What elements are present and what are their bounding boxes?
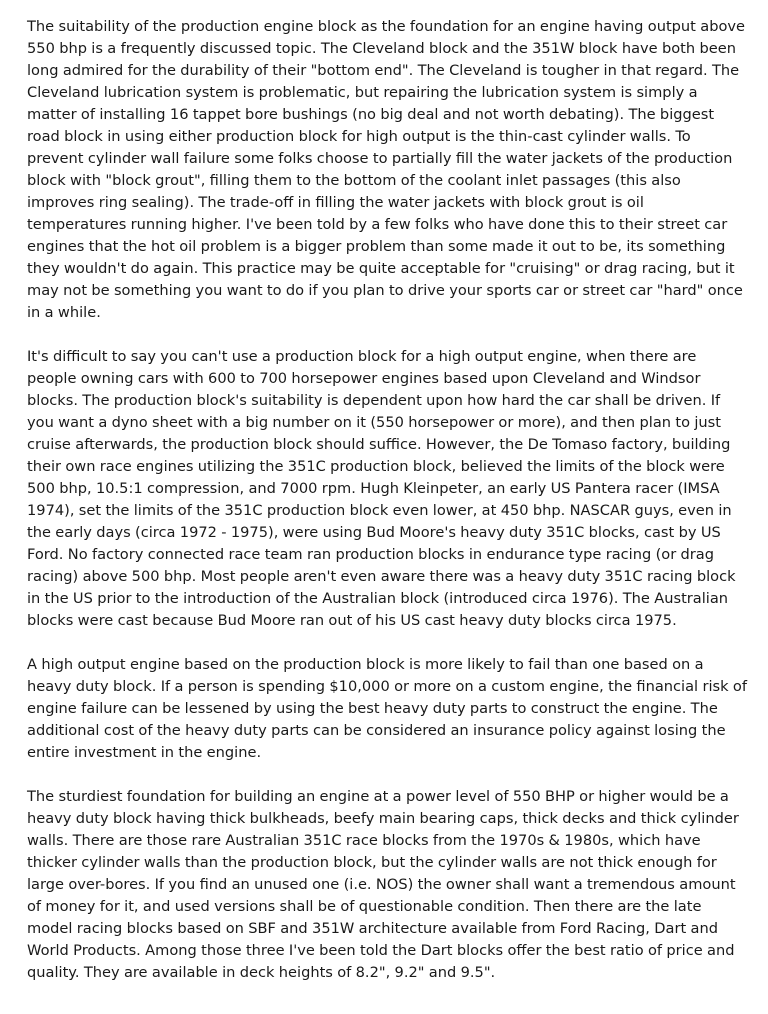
paragraph-failure-risk: A high output engine based on the production block is more likely to fail than one based on a heavy duty block. If a person is spending $10,000 or more on a custom engine, the financial risk of engine failure can be lessened by using the best heavy duty parts to construct the engine. The additional cost of the heavy duty parts can be considered an insurance policy against losing the entire investment in the engine. <box>27 656 747 761</box>
paragraph-production-block-limits: It's difficult to say you can't use a production block for a high output engine, when there are people owning cars with 600 to 700 horsepower engines based upon Cleveland and Windsor blocks. The production block's suitability is dependent upon how hard the car shall be driven. If you want a dyno sheet with a big number on it (550 horsepower or more), and then plan to just cruise afterwards, the production block should suffice. However, the De Tomaso factory, building their own race engines utilizing the 351C production block, believed the limits of the block were 500 bhp, 10.5:1 compression, and 7000 rpm. Hugh Kleinpeter, an early US Pantera racer (IMSA 1974), set the limits of the 351C production block even lower, at 450 bhp. NASCAR guys, even in the early days (circa 1972 - 1975), were using Bud Moore's heavy duty 351C blocks, cast by US Ford. No factory connected race team ran production blocks in endurance type racing (or drag racing) above 500 bhp. Most people aren't even aware there was a heavy duty 351C racing block in the US prior to the introduction of the Australian block (introduced circa 1976). The Australian blocks were cast because Bud Moore ran out of his US cast heavy duty blocks circa 1975. <box>27 348 736 629</box>
paragraph-heavy-duty-blocks: The sturdiest foundation for building an engine at a power level of 550 BHP or higher would be a heavy duty block having thick bulkheads, beefy main bearing caps, thick decks and thick cylinder walls. There are those rare Australian 351C race blocks from the 1970s & 1980s, which have thicker cylinder walls than the production block, but the cylinder walls are not thick enough for large over-bores. If you find an unused one (i.e. NOS) the owner shall want a tremendous amount of money for it, and used versions shall be of questionable condition. Then there are the late model racing blocks based on SBF and 351W architecture available from Ford Racing, Dart and World Products. Among those three I've been told the Dart blocks offer the best ratio of price and quality. They are available in deck heights of 8.2", 9.2" and 9.5". <box>27 788 739 981</box>
paragraph-production-block-suitability: The suitability of the production engine block as the foundation for an engine having output above 550 bhp is a frequently discussed topic. The Cleveland block and the 351W block have both been long admired for the durability of their "bottom end". The Cleveland is tougher in that regard. The Cleveland lubrication system is problematic, but repairing the lubrication system is simply a matter of installing 16 tappet bore bushings (no big deal and not worth debating). The biggest road block in using either production block for high output is the thin-cast cylinder walls. To prevent cylinder wall failure some folks choose to partially fill the water jackets of the production block with "block grout", filling them to the bottom of the coolant inlet passages (this also improves ring sealing). The trade-off in filling the water jackets with block grout is oil temperatures running higher. I've been told by a few folks who have done this to their street car engines that the hot oil problem is a bigger problem than some made it out to be, its something they wouldn't do again. This practice may be quite acceptable for "cruising" or drag racing, but it may not be something you want to do if you plan to drive your sports car or street car "hard" once in a while. <box>27 18 745 321</box>
document-body <box>27 16 747 984</box>
